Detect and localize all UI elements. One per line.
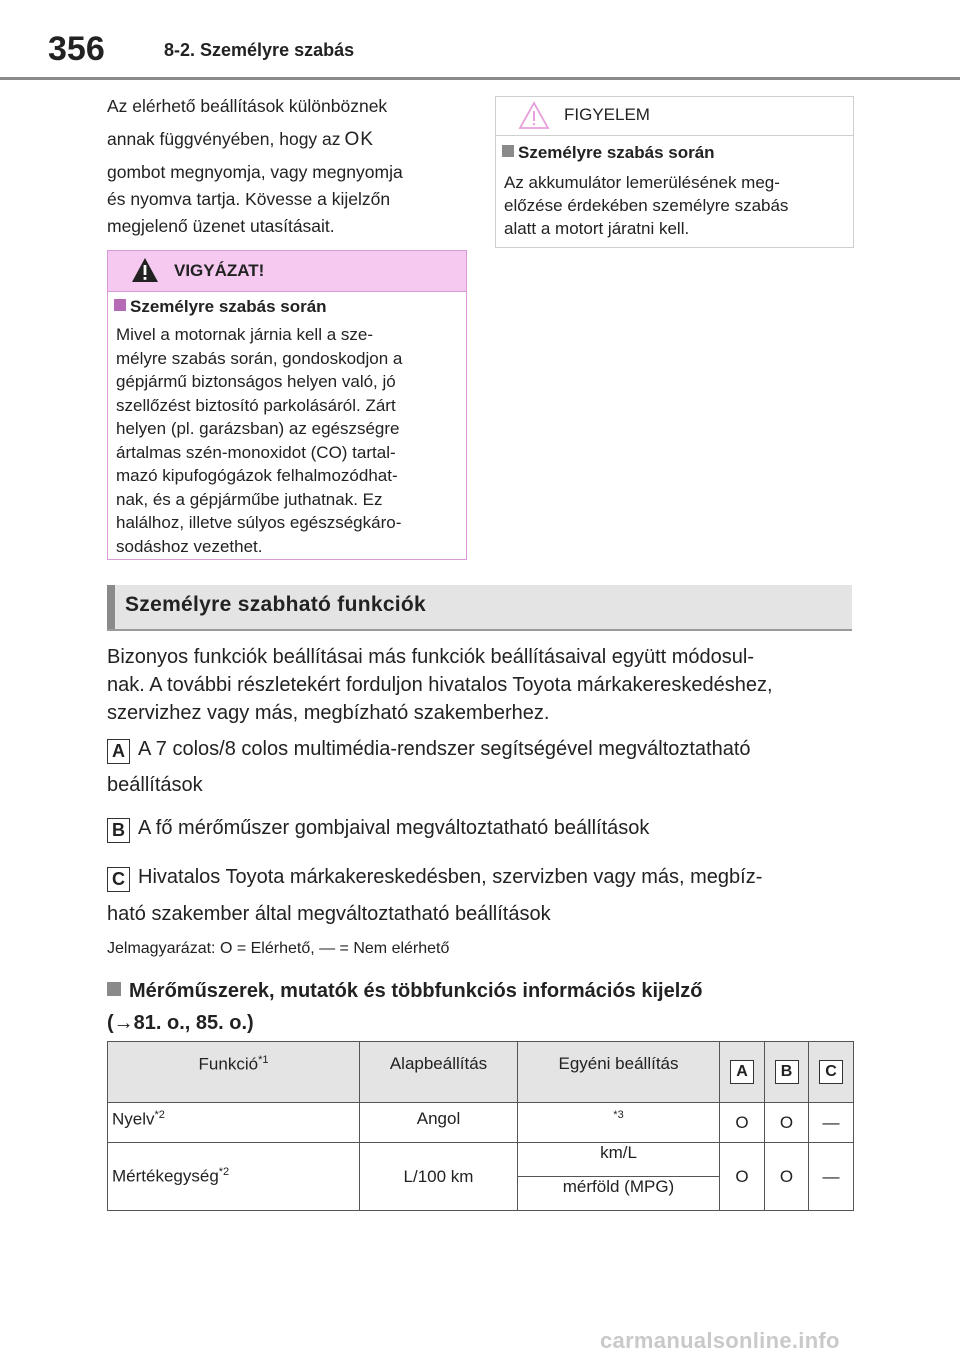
header-custom: Egyéni beállítás xyxy=(518,1042,720,1103)
table-row xyxy=(108,1143,854,1177)
intro-line: gombot megnyomja, vagy megnyomja xyxy=(107,162,403,182)
subsection-ref: (→81. o., 85. o.) xyxy=(107,1012,254,1034)
warning-triangle-icon xyxy=(130,256,160,289)
subsection-line xyxy=(107,975,702,1007)
subsection-title: Mérőműszerek, mutatók és többfunkciós információs kijelző xyxy=(129,980,703,1002)
key-a-badge: A xyxy=(730,1060,754,1084)
header-function: Funkció$^{*1}$ xyxy=(108,1042,360,1103)
body-paragraph xyxy=(107,643,867,727)
square-bullet-icon xyxy=(502,145,514,157)
notice-line: előzése érdekében személyre szabás xyxy=(504,196,789,215)
square-bullet-icon xyxy=(114,299,126,311)
warning-line: nak, és a gépjárműbe juthatnak. Ez xyxy=(116,489,383,509)
key-c-line xyxy=(107,866,762,892)
warning-line: helyen (pl. garázsban) az egészségre xyxy=(116,419,400,438)
warning-line: sodáshoz vezethet. xyxy=(116,536,263,556)
notice-line: alatt a motort járatni kell. xyxy=(504,219,690,238)
header-rule xyxy=(0,77,960,80)
page-number: 356 xyxy=(48,30,105,68)
intro-line: megjelenő üzenet utasításait. xyxy=(107,216,335,236)
notice-header xyxy=(496,97,853,136)
warning-text xyxy=(116,323,462,558)
notice-subtitle-text: Személyre szabás során xyxy=(518,143,715,162)
caution-triangle-icon xyxy=(518,100,550,135)
warning-line: gépjármű biztonságos helyen való, jó xyxy=(116,372,396,391)
notice-line: Az akkumulátor lemerülésének meg- xyxy=(504,173,780,192)
key-b-badge: B xyxy=(775,1060,799,1084)
intro-line: és nyomva tartja. Kövesse a kijelzőn xyxy=(107,189,391,209)
watermark: carmanualsonline.info xyxy=(600,1328,840,1353)
cell-function: Mértékegység$^{*2}$ xyxy=(108,1143,360,1211)
header-b xyxy=(765,1042,809,1103)
key-b-badge: B xyxy=(107,818,130,843)
key-c-badge: C xyxy=(107,867,130,892)
key-c-text: Hivatalos Toyota márkakereskedésben, szervizben vagy más, megbíz- xyxy=(138,866,763,888)
intro-line xyxy=(107,126,467,153)
cell-default: Angol xyxy=(360,1103,518,1143)
paragraph-line: Bizonyos funkciók beállításai más funkciók beállításaival együtt módosul- xyxy=(107,646,754,668)
section-banner xyxy=(107,585,852,631)
warning-subtitle-text: Személyre szabás során xyxy=(130,297,327,316)
settings-table xyxy=(107,1041,854,1211)
cell-function: Nyelv$^{*2}$ xyxy=(108,1103,360,1143)
warning-line: szellőzést biztosító parkolásáról. Zárt xyxy=(116,395,396,415)
notice-title: FIGYELEM xyxy=(564,105,650,124)
cell-custom: km/L xyxy=(518,1143,720,1177)
cell-b: O xyxy=(765,1103,809,1143)
table-row xyxy=(108,1103,854,1143)
key-c-badge: C xyxy=(819,1060,843,1084)
cell-default: L/100 km xyxy=(360,1143,518,1211)
key-a-text: A 7 colos/8 colos multimédia-rendszer segítségével megváltoztatható xyxy=(138,738,751,760)
banner-bar xyxy=(107,585,115,629)
subsection-heading xyxy=(107,975,702,1039)
legend: Jelmagyarázat: O = Elérhető, — = Nem elérhető xyxy=(107,940,450,957)
cell-c: — xyxy=(809,1103,854,1143)
warning-line: Mivel a motornak járnia kell a sze- xyxy=(116,325,373,344)
warning-line: halálhoz, illetve súlyos egészségkáro- xyxy=(116,513,402,532)
paragraph-line: nak. A további részletekért forduljon hivatalos Toyota márkakereskedéshez, xyxy=(107,674,773,696)
table-header-row xyxy=(108,1042,854,1103)
warning-title: VIGYÁZAT! xyxy=(174,261,265,280)
key-b-line xyxy=(107,817,649,843)
cell-a: O xyxy=(720,1103,765,1143)
header-default: Alapbeállítás xyxy=(360,1042,518,1103)
key-b-text: A fő mérőműszer gombjaival megváltoztatható beállítások xyxy=(138,817,650,839)
warning-line: mazó kipufogógázok felhalmozódhat- xyxy=(116,466,398,485)
cell-a: O xyxy=(720,1143,765,1211)
cell-b: O xyxy=(765,1143,809,1211)
cell-custom: *3 xyxy=(518,1103,720,1143)
key-c-line2: ható szakember által megváltoztatható beállítások xyxy=(107,903,551,925)
intro-text: annak függvényében, hogy az xyxy=(107,129,341,149)
section-title: 8-2. Személyre szabás xyxy=(164,40,355,60)
intro-paragraph xyxy=(107,93,467,240)
key-a-line2: beállítások xyxy=(107,774,203,796)
intro-line: Az elérhető beállítások különböznek xyxy=(107,96,388,116)
warning-header xyxy=(108,251,466,292)
ok-button-label: OK xyxy=(344,129,374,150)
header-c xyxy=(809,1042,854,1103)
key-a-line xyxy=(107,738,751,764)
cell-custom: mérföld (MPG) xyxy=(518,1177,720,1211)
warning-box xyxy=(107,250,467,560)
square-bullet-icon xyxy=(107,982,121,996)
warning-line: mélyre szabás során, gondoskodjon a xyxy=(116,348,403,368)
warning-subtitle xyxy=(114,297,327,317)
notice-subtitle xyxy=(502,143,715,163)
warning-line: ártalmas szén-monoxidot (CO) tartal- xyxy=(116,442,396,462)
paragraph-line: szervizhez vagy más, megbízható szakemberhez. xyxy=(107,702,550,724)
cell-c: — xyxy=(809,1143,854,1211)
notice-box xyxy=(495,96,854,248)
key-a-badge: A xyxy=(107,739,130,764)
banner-title: Személyre szabható funkciók xyxy=(125,593,427,616)
notice-text xyxy=(504,171,846,240)
header-a xyxy=(720,1042,765,1103)
